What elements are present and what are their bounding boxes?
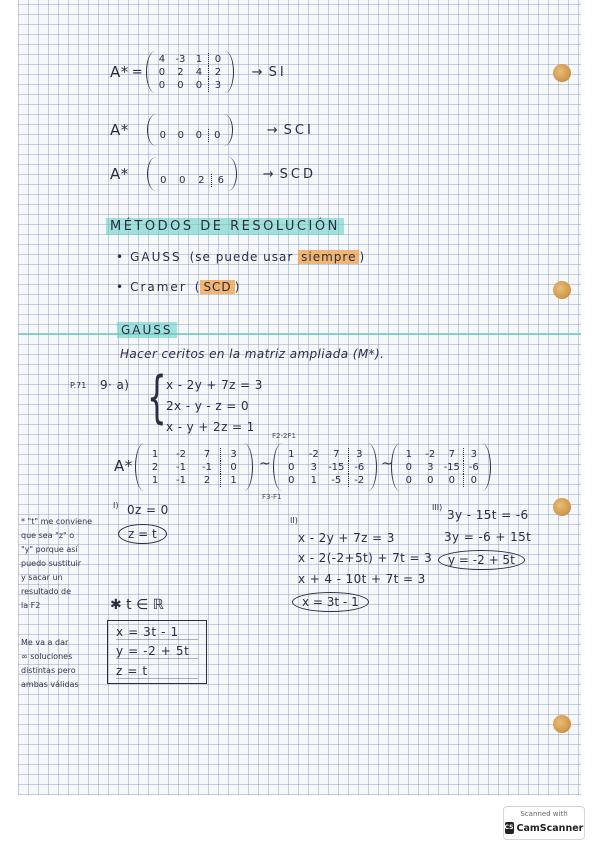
matrix-cell: 0	[179, 175, 186, 186]
margin-line	[18, 333, 581, 335]
matrix-cell: 2	[198, 175, 205, 186]
matrix-cell: 0	[288, 461, 295, 473]
gauss-title: GAUSS	[117, 322, 177, 338]
scanned-with-label: Scanned with	[520, 810, 568, 818]
camscanner-logo	[504, 822, 584, 834]
augmented-matrix-step	[273, 443, 377, 491]
matrix-cell: 0	[208, 53, 227, 66]
matrix-cell: 0	[427, 474, 434, 486]
matrix-cell: -6	[463, 461, 485, 474]
matrix-cell: 1	[310, 474, 317, 486]
matrix-cell: -1	[176, 461, 186, 473]
note-line: Me va a dar	[21, 638, 69, 647]
matrix-cell: 0	[448, 474, 455, 486]
method-note: (se puede usar	[189, 250, 299, 264]
method-note-highlight: SCD	[200, 280, 234, 294]
matrix-cell: 0	[159, 130, 166, 141]
note-line: "y" porque así	[21, 545, 78, 554]
matrix-label: A*	[110, 165, 129, 183]
augmented-matrix	[146, 51, 234, 93]
step-line: 0z = 0	[127, 503, 169, 517]
equals-sign: =	[131, 64, 143, 80]
solution-box	[107, 620, 207, 684]
step-line: x + 4 - 10t + 7t = 3	[298, 572, 426, 586]
matrix-cell: -2	[176, 448, 186, 460]
matrix-cell: 0	[405, 461, 412, 473]
matrix-cell: 0	[195, 79, 203, 91]
method-gauss	[116, 250, 365, 264]
method-note: (	[194, 280, 201, 294]
matrix-cell: 1	[195, 53, 203, 65]
punch-hole	[553, 281, 571, 299]
step-line: 3y - 15t = -6	[447, 508, 529, 522]
matrix-cell: 1	[151, 448, 159, 460]
matrix-label: A*	[110, 63, 129, 81]
method-note-close: )	[234, 280, 241, 294]
step-label: II)	[290, 516, 298, 525]
note-line: * "t" me conviene	[21, 517, 93, 526]
matrix-cell: 6	[211, 174, 230, 187]
matrix-cell: -6	[348, 461, 371, 474]
matrix-cell: 0	[463, 474, 485, 487]
matrix-cell: -3	[175, 53, 186, 65]
augmented-label: A*	[114, 457, 133, 475]
system-type: SCI	[283, 122, 314, 138]
matrix-cell: 3	[427, 461, 434, 473]
exercise-number: 9· a)	[100, 378, 130, 392]
note-line: y sacar un	[21, 573, 63, 582]
bullet: •	[116, 250, 125, 264]
matrix-cell: 1	[151, 474, 159, 486]
step-result: x = 3t - 1	[292, 592, 369, 612]
matrix-cell: 0	[177, 130, 184, 141]
matrix-cell: 2	[203, 474, 211, 486]
note-line: puedo sustituir	[21, 559, 82, 568]
augmented-matrix-final	[391, 443, 491, 491]
solution-line: z = t	[116, 664, 198, 679]
system-type: SI	[268, 64, 287, 80]
matrix-cell: 0	[158, 79, 166, 91]
gauss-description: Hacer ceritos en la matriz ampliada (M*).	[120, 347, 385, 361]
margin-note-solutions	[21, 636, 79, 692]
method-note-close: )	[359, 250, 366, 264]
step-result: y = -2 + 5t	[438, 550, 525, 570]
matrix-cell: 3	[220, 448, 246, 461]
matrix-cell: 0	[220, 461, 246, 474]
matrix-cell: -2	[308, 448, 319, 460]
matrix-type-scd	[110, 155, 316, 193]
matrix-cell: 0	[177, 79, 184, 91]
punch-hole	[553, 64, 571, 82]
arrow-icon: →	[251, 64, 263, 80]
camscanner-badge	[503, 806, 585, 840]
matrix-cell: 2	[177, 66, 184, 78]
matrix-cell: 2	[151, 461, 159, 473]
matrix-cell: -15	[443, 461, 460, 473]
arrow-icon: →	[262, 166, 274, 182]
system-equation: 2x - y - z = 0	[166, 399, 249, 413]
matrix-cell: 1	[288, 448, 295, 460]
matrix-cell: 0	[405, 474, 412, 486]
row-operation-bottom: F3-F1	[262, 493, 282, 501]
bullet: •	[116, 280, 125, 294]
matrix-cell: 3	[348, 448, 371, 461]
matrix-cell: 1	[220, 474, 246, 487]
note-line: ∞ soluciones	[21, 652, 73, 661]
system-type: SCD	[279, 166, 317, 182]
augmented-matrix-original	[135, 443, 253, 491]
augmented-matrix	[147, 157, 237, 191]
page-reference: P.71	[70, 381, 87, 390]
methods-title: MÉTODOS DE RESOLUCIÓN	[106, 218, 344, 235]
matrix-cell: 1	[405, 448, 412, 460]
equivalence-sign: ~	[381, 456, 393, 472]
method-name: Cramer	[130, 280, 187, 294]
matrix-cell: -5	[331, 474, 342, 486]
note-line: resultado de	[21, 587, 72, 596]
note-line: que sea "z" o	[21, 531, 75, 540]
solution-line: y = -2 + 5t	[116, 644, 198, 659]
note-line: la F2	[21, 601, 41, 610]
margin-note-reason	[21, 515, 92, 613]
matrix-cell: 3	[463, 448, 485, 461]
matrix-cell: 0	[160, 175, 167, 186]
matrix-cell: -1	[202, 461, 212, 473]
camscanner-icon: CS	[505, 822, 514, 834]
system-brace: {	[147, 365, 167, 430]
matrix-cell: 7	[448, 448, 455, 460]
matrix-cell: -1	[176, 474, 186, 486]
matrix-cell: 7	[333, 448, 340, 460]
method-cramer	[116, 280, 240, 294]
row-operation-top: F2-2F1	[272, 432, 296, 440]
parameter-statement: ✱ t ∈ ℝ	[110, 597, 164, 613]
step-result: z = t	[118, 524, 167, 544]
matrix-cell: 4	[195, 66, 203, 78]
matrix-cell: 0	[158, 66, 166, 78]
matrix-cell: 3	[310, 461, 317, 473]
solution-line: x = 3t - 1	[116, 625, 198, 640]
step-line: x - 2(-2+5t) + 7t = 3	[298, 551, 433, 565]
matrix-cell: 4	[158, 53, 166, 65]
camscanner-brand: CamScanner	[516, 822, 584, 834]
step-line: 3y = -6 + 15t	[444, 530, 532, 544]
punch-hole	[553, 498, 571, 516]
method-name: GAUSS	[130, 250, 182, 264]
matrix-label: A*	[110, 121, 129, 139]
matrix-cell: -2	[348, 474, 371, 487]
matrix-type-sci	[110, 112, 314, 148]
system-equation: x - y + 2z = 1	[166, 420, 255, 434]
matrix-cell: 3	[208, 79, 227, 92]
augmented-matrix	[147, 114, 233, 146]
system-equation: x - 2y + 7z = 3	[166, 378, 263, 392]
arrow-icon: →	[266, 122, 278, 138]
equivalence-sign: ~	[259, 456, 271, 472]
note-line: distintas pero	[21, 666, 76, 675]
punch-hole	[553, 715, 571, 733]
step-label: III)	[432, 503, 443, 512]
matrix-cell: 2	[208, 66, 227, 79]
matrix-cell: -2	[425, 448, 436, 460]
step-line: x - 2y + 7z = 3	[298, 531, 395, 545]
matrix-type-si	[110, 50, 287, 94]
matrix-cell: 0	[288, 474, 295, 486]
step-label: I)	[113, 501, 119, 510]
matrix-cell: 7	[203, 448, 211, 460]
note-line: ambas válidas	[21, 680, 79, 689]
matrix-cell: -15	[328, 461, 345, 473]
matrix-cell: 0	[195, 130, 202, 141]
method-note-highlight: siempre	[298, 250, 359, 264]
matrix-cell: 0	[208, 129, 226, 142]
